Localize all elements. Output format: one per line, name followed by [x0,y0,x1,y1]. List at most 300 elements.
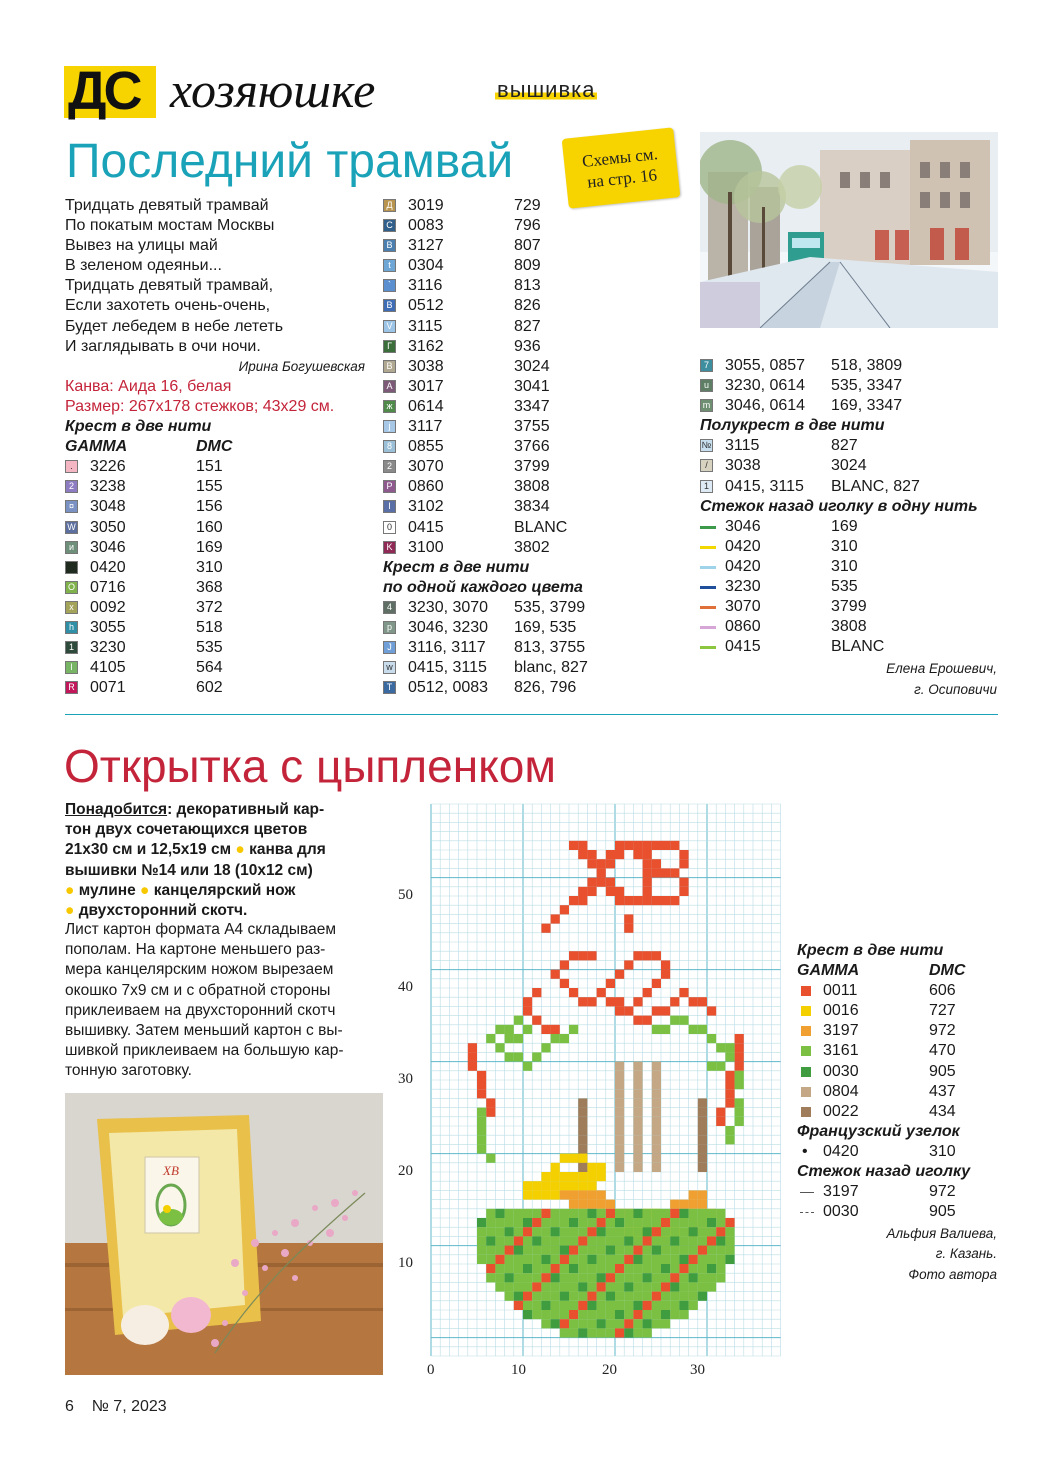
poem-author: Ирина Богушевская [238,358,365,374]
stitch-cell [735,1062,744,1071]
gamma-code: 3226 [90,458,126,476]
stitch-cell [523,1236,532,1245]
stitch-cell [551,970,560,979]
stitch-cell [477,1117,486,1126]
stitch-cell [698,1144,707,1153]
thread-row [700,557,1000,577]
stitch-cell [643,1236,652,1245]
stitch-cell [569,1310,578,1319]
stitch-cell [569,1236,578,1245]
stitch-cell [716,1209,725,1218]
materials-label: Понадобится [65,801,168,818]
stitch-cell [514,1034,523,1043]
stitch-cell [477,1089,486,1098]
stitch-cell [698,1135,707,1144]
stitch-cell [679,887,688,896]
stitch-cell [541,1282,550,1291]
poem-line: Тридцать девятый трамвай, [65,277,274,295]
gamma-code: 3162 [408,337,444,355]
stitch-cell [652,1080,661,1089]
thread-row [383,337,683,357]
dmc-code: 3024 [514,357,550,375]
stitch-cell [569,1264,578,1273]
stitch-cell [523,1273,532,1282]
x-tick: 30 [690,1362,705,1378]
stitch-cell [560,1034,569,1043]
stitch-cell [624,1282,633,1291]
thread-table-blend [383,598,683,698]
stitch-cell [707,1264,716,1273]
stitch-cell [541,1319,550,1328]
dmc-code: 827 [514,317,541,335]
stitch-cell [633,1301,642,1310]
card-letters: ХВ [163,1163,179,1178]
stitch-cell [615,1328,624,1337]
stitch-cell [606,1255,615,1264]
stitch-cell [569,1227,578,1236]
stitch-cell [578,1301,587,1310]
stitch-cell [643,1319,652,1328]
stitch-cell [643,1310,652,1319]
stitch-cell [578,1282,587,1291]
col-gamma: GAMMA [797,962,860,980]
thread-row [383,357,683,377]
symbol-swatch: p [383,621,396,634]
symbol-swatch [65,561,78,574]
stitch-cell [670,1236,679,1245]
stitch-cell [578,841,587,850]
stitch-cell [725,1098,734,1107]
dmc-code: BLANC, 827 [831,477,920,495]
stitch-cell [643,868,652,877]
stitch-cell [541,1264,550,1273]
gamma-code: 0804 [823,1082,859,1100]
stitch-cell [597,1255,606,1264]
stitch-cell [615,1246,624,1255]
dmc-code: 606 [929,982,956,1000]
gamma-code: 0016 [823,1002,859,1020]
knot-icon: • [802,1142,808,1160]
stitch-cell [652,979,661,988]
symbol-swatch: C [383,219,396,232]
stitch-cell [560,1273,569,1282]
stitch-cell [670,1227,679,1236]
stitch-cell [578,1246,587,1255]
author-city: г. Казань. [935,1246,997,1262]
symbol-swatch: m [700,399,713,412]
thread-table-half [700,436,1000,496]
thread-row [383,317,683,337]
stitch-cell [486,1227,495,1236]
stitch-cell [578,1236,587,1245]
stitch-cell [523,1025,532,1034]
stitch-cell [578,850,587,859]
dmc-code: 3799 [514,458,550,476]
stitch-cell [679,1227,688,1236]
stitch-cell [606,1246,615,1255]
dmc-code: 727 [929,1002,956,1020]
symbol-swatch: A [383,380,396,393]
stitch-cell [643,887,652,896]
thread-row [65,538,365,558]
thread-row [65,457,365,477]
stitch-cell [698,1246,707,1255]
materials-text: вышивки №14 или 18 (10х12 см) [65,861,313,879]
symbol-swatch: В [383,360,396,373]
gamma-code: 3046 [725,517,761,535]
symbol-swatch: W [65,521,78,534]
stitch-cell [633,1255,642,1264]
stitch-cell [707,1006,716,1015]
blend-header-2: по одной каждого цвета [383,578,583,596]
materials-list: Понадобится: декоративный кар- тон двух сочетающихся цветов 21х30 см и 12,5х19 см ● канва для вышивки №14 или 18 (10х12 см) ● мулине ● канцелярский нож ● двухсторонний скотч. [65,801,326,920]
stitch-cell [587,1163,596,1172]
thread-table-col3-wrap [700,356,1000,700]
stitch-cell [578,1209,587,1218]
gamma-code: 0011 [823,982,858,1000]
stitch-cell [551,1255,560,1264]
gamma-code: 0420 [725,537,761,555]
stitch-cell [505,1255,514,1264]
stitch-cell [514,1227,523,1236]
stitch-cell [643,1273,652,1282]
stitch-cell [578,896,587,905]
symbol-swatch: u [700,379,713,392]
stitch-cell [587,1218,596,1227]
stitch-cell [624,1255,633,1264]
stitch-cell [716,1255,725,1264]
thread-row [700,597,1000,617]
stitch-cell [587,1301,596,1310]
stitch-cell [698,1227,707,1236]
stitch-cell [707,1236,716,1245]
stitch-cell [698,1025,707,1034]
stitch-cell [486,1236,495,1245]
thread-row [383,437,683,457]
gamma-code: 3230 [725,578,761,596]
stitch-cell [615,1006,624,1015]
canvas-info: Канва: Аида 16, белая [65,377,232,395]
dmc-code: 310 [196,558,223,576]
stitch-cell [551,1163,560,1172]
stitch-cell [643,1218,652,1227]
thread-row [700,617,1000,637]
stitch-cell [597,1319,606,1328]
stitch-cell [597,1328,606,1337]
stitch-cell [633,1218,642,1227]
stitch-cell [532,1016,541,1025]
stitch-cell [615,1292,624,1301]
stitch-cell [698,1209,707,1218]
x-tick: 20 [602,1362,617,1378]
stitch-cell [615,1062,624,1071]
stitch-cell [587,859,596,868]
gamma-code: 0022 [823,1102,859,1120]
stitch-cell [707,1034,716,1043]
stitch-cell [523,1292,532,1301]
stitch-cell [615,1282,624,1291]
stitch-cell [679,988,688,997]
stitch-cell [661,1006,670,1015]
symbol-swatch: ж [383,400,396,413]
stitch-cell [670,1310,679,1319]
instruction-line: окошко 7х9 см и с обратной стороны [65,981,331,999]
stitch-cell [652,1273,661,1282]
stitch-cell [643,1209,652,1218]
stitch-cell [735,1052,744,1061]
gamma-code: 3070 [725,598,761,616]
stitch-cell [615,1154,624,1163]
dmc-code: 3808 [831,618,867,636]
stitch-cell [541,1273,550,1282]
stitch-cell [652,1282,661,1291]
stitch-cell [541,1209,550,1218]
symbol-swatch: x [65,601,78,614]
gamma-code: 3038 [408,357,444,375]
stitch-cell [505,1246,514,1255]
stitch-cell [597,1282,606,1291]
stitch-cell [597,1209,606,1218]
stitch-cell [615,1071,624,1080]
stitch-cell [578,1190,587,1199]
poem-line: Вывез на улицы май [65,237,218,255]
dmc-code: 809 [514,257,541,275]
logo-text: ДС [68,61,140,121]
stitch-cell [578,1273,587,1282]
symbol-swatch: B [383,239,396,252]
stitch-cell [643,1246,652,1255]
photo-credit: Фото автора [908,1266,997,1282]
dmc-code: 169 [196,538,223,556]
stitch-cell [523,1310,532,1319]
stitch-cell [578,1328,587,1337]
stitch-cell [735,1080,744,1089]
stitch-cell [541,1236,550,1245]
stitch-cell [578,1135,587,1144]
stitch-cell [661,1264,670,1273]
color-swatch [801,1026,811,1036]
dmc-code: 729 [514,197,541,214]
stitch-cell [569,1154,578,1163]
gamma-code: 3038 [725,457,761,475]
stitch-cell [514,1292,523,1301]
stitch-cell [735,1043,744,1052]
stitch-cell [633,1062,642,1071]
stitch-cell [495,1236,504,1245]
stitch-cell [569,1273,578,1282]
stitch-cell [679,1264,688,1273]
legend-rows [797,981,997,1122]
stitch-cell [689,1301,698,1310]
stitch-cell [606,997,615,1006]
stitch-cell [578,1098,587,1107]
stitch-cell [569,988,578,997]
stitch-cell [689,1236,698,1245]
stitch-cell [716,1227,725,1236]
symbol-swatch: t [383,259,396,272]
stitch-cell [477,1255,486,1264]
stitch-cell [615,1301,624,1310]
thread-row [700,456,1000,476]
stitch-cell [486,1218,495,1227]
stitch-cell [615,841,624,850]
stitch-cell [486,1264,495,1273]
stitch-cell [578,1154,587,1163]
gamma-code: 0855 [408,438,444,456]
stitch-cell [679,1255,688,1264]
stitch-cell [505,1034,514,1043]
thread-row [383,236,683,256]
stitch-cell [541,1181,550,1190]
stitch-cell [541,1292,550,1301]
gamma-code: 3197 [823,1022,859,1040]
stitch-cell [523,1264,532,1273]
stitch-cell [633,1154,642,1163]
thread-row [383,598,683,618]
stitch-cell [569,1200,578,1209]
stitch-cell [477,1108,486,1117]
stitch-cell [606,887,615,896]
stitch-cell [606,1209,615,1218]
stitch-cell [532,1227,541,1236]
gamma-code: 0614 [408,397,444,415]
stitch-cell [652,1292,661,1301]
symbol-swatch: V [383,320,396,333]
stitch-cell [661,1292,670,1301]
dmc-code: 518, 3809 [831,357,903,374]
legend-row [797,1062,997,1082]
stitch-cell [689,997,698,1006]
stitch-cell [468,1052,477,1061]
gamma-code: 0415, 3115 [725,477,804,495]
stitch-cell [698,1255,707,1264]
stitch-cell [661,1282,670,1291]
stitch-cell [569,896,578,905]
stitch-cell [689,1218,698,1227]
stitch-cell [725,1080,734,1089]
backstitch-color-line [700,626,716,629]
stitch-cell [587,1200,596,1209]
dmc-code: 169, 3347 [831,397,903,415]
instruction-line: пополам. На картоне меньшего раз- [65,941,326,959]
stitch-cell [578,951,587,960]
stitch-cell [661,1255,670,1264]
stitch-cell [624,1209,633,1218]
gamma-code: 3046, 3230 [408,618,489,636]
stitch-cell [606,1301,615,1310]
gamma-code: 0860 [725,618,761,636]
stitch-cell [652,1135,661,1144]
stitch-cell [643,951,652,960]
stitch-cell [725,1218,734,1227]
symbol-swatch: № [701,440,712,451]
stitch-cell [514,1209,523,1218]
stitch-cell [578,1255,587,1264]
thread-row [383,216,683,236]
dmc-code: 3808 [514,478,550,496]
blend-header-1: Крест в две нити [383,558,530,576]
stitch-cell [505,1218,514,1227]
gamma-code: 3230, 0614 [725,377,806,395]
stitch-cell [679,1292,688,1301]
stitch-cell [670,1200,679,1209]
thread-table-col1 [65,457,365,698]
stitch-cell [679,1273,688,1282]
gamma-code: 0512 [408,297,444,315]
stitch-cell [560,1190,569,1199]
stitch-cell [532,1264,541,1273]
dmc-code: 310 [831,557,858,575]
thread-row [700,537,1000,557]
thread-row [700,577,1000,597]
stitch-cell [615,1218,624,1227]
thread-row [65,678,365,698]
stitch-cell [615,1227,624,1236]
col-gamma: GAMMA [65,438,128,456]
thread-table-backstitch [700,517,1000,658]
thread-row [383,377,683,397]
stitch-cell [560,1264,569,1273]
stitch-cell [624,924,633,933]
stitch-cell [689,1282,698,1291]
stitch-cell [569,841,578,850]
stitch-cell [735,1108,744,1117]
stitch-cell [551,1319,560,1328]
dmc-code: 3347 [514,397,550,415]
stitch-cell [569,1292,578,1301]
stitch-cell [532,1190,541,1199]
stitch-cell [670,1218,679,1227]
y-tick: 40 [398,979,413,995]
gamma-code: 3046, 0614 [725,397,806,415]
stitch-cell [643,878,652,887]
legend-row [797,1041,997,1061]
gamma-code: 3115 [725,437,760,455]
stitch-cell [716,1218,725,1227]
stitch-cell [716,1062,725,1071]
stitch-cell [624,1246,633,1255]
instruction-line: приклеиваем на двухсторонний скотч [65,1001,336,1019]
stitch-cell [661,1273,670,1282]
stitch-cell [624,896,633,905]
gamma-code: 3230, 3070 [408,598,489,616]
stitch-cell [541,1255,550,1264]
thread-row [65,477,365,497]
stitch-cell [551,1236,560,1245]
stitch-cell [560,1227,569,1236]
y-tick: 10 [398,1255,413,1271]
gamma-code: 0092 [90,598,126,616]
stitch-cell [578,887,587,896]
stitch-cell [652,1154,661,1163]
symbol-swatch: Д [383,199,396,212]
thread-table-blend-2 [700,356,1000,416]
gamma-code: 0415, 3115 [408,659,487,677]
stitch-cell [633,997,642,1006]
stitch-cell [707,1218,716,1227]
designer-name: Елена Ерошевич, [886,661,997,677]
stitch-cell [624,1319,633,1328]
thread-row [65,618,365,638]
stitch-cell [679,1218,688,1227]
section-title: хозяюшке [170,62,376,118]
stitch-cell [505,1264,514,1273]
stitch-cell [689,1227,698,1236]
symbol-swatch: l [65,661,78,674]
stitch-cell [587,1328,596,1337]
gamma-code: 3116 [408,277,443,295]
symbol-swatch: P [383,480,396,493]
